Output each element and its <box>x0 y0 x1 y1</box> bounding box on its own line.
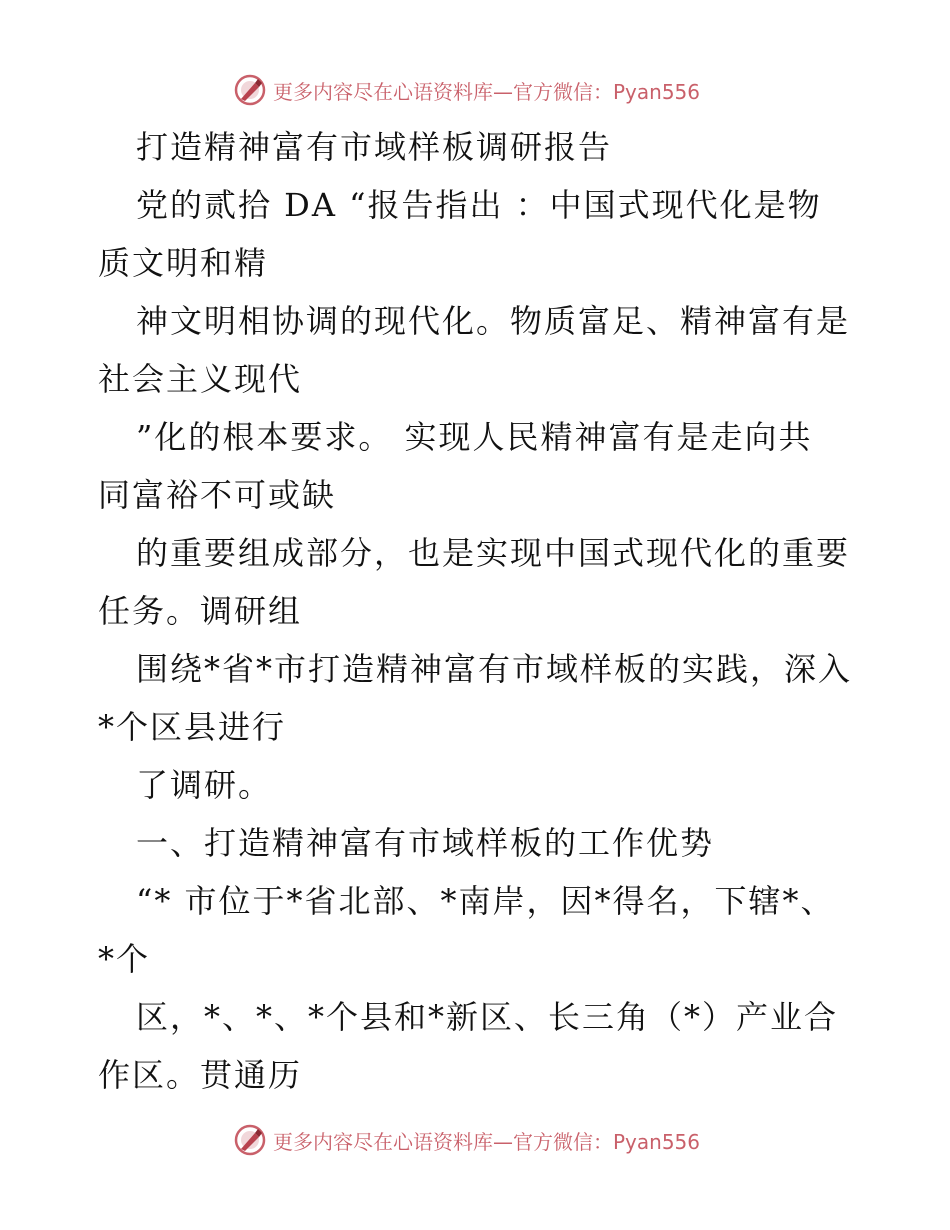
watermark-text: 更多内容尽在心语资料库—官方微信：Pyan556 <box>273 79 701 104</box>
document-body <box>98 118 858 1104</box>
document-line: 区，*、*、*个县和*新区、长三角（*）产业合 <box>136 998 839 1036</box>
document-line: ”化的根本要求。 实现人民精神富有是走向共 <box>136 418 813 456</box>
document-line: *个 <box>98 940 151 978</box>
document-line: 作区。贯通历 <box>98 1056 303 1094</box>
document-line: *个区县进行 <box>98 708 287 746</box>
document-line: 任务。调研组 <box>98 592 303 630</box>
document-line: 质文明和精 <box>98 244 269 282</box>
document-line: 打造精神富有市域样板调研报告 <box>136 128 613 166</box>
document-line: “* 市位于*省北部、*南岸，因*得名，下辖*、 <box>136 882 835 920</box>
document-line: 一、打造精神富有市域样板的工作优势 <box>136 824 715 862</box>
pen-logo-icon <box>233 73 267 107</box>
document-line: 社会主义现代 <box>98 360 303 398</box>
header-watermark <box>233 72 700 108</box>
document-line: 了调研。 <box>136 766 273 804</box>
footer-watermark <box>233 1122 700 1158</box>
pen-logo-icon <box>233 1123 267 1157</box>
document-line: 的重要组成部分，也是实现中国式现代化的重要 <box>136 534 851 572</box>
document-line: 党的贰拾 DA “报告指出 ：中国式现代化是物 <box>136 186 822 224</box>
document-line: 同富裕不可或缺 <box>98 476 337 514</box>
document-line: 围绕*省*市打造精神富有市域样板的实践，深入 <box>136 650 853 688</box>
document-line: 神文明相协调的现代化。物质富足、精神富有是 <box>136 302 851 340</box>
watermark-text: 更多内容尽在心语资料库—官方微信：Pyan556 <box>273 1129 701 1154</box>
